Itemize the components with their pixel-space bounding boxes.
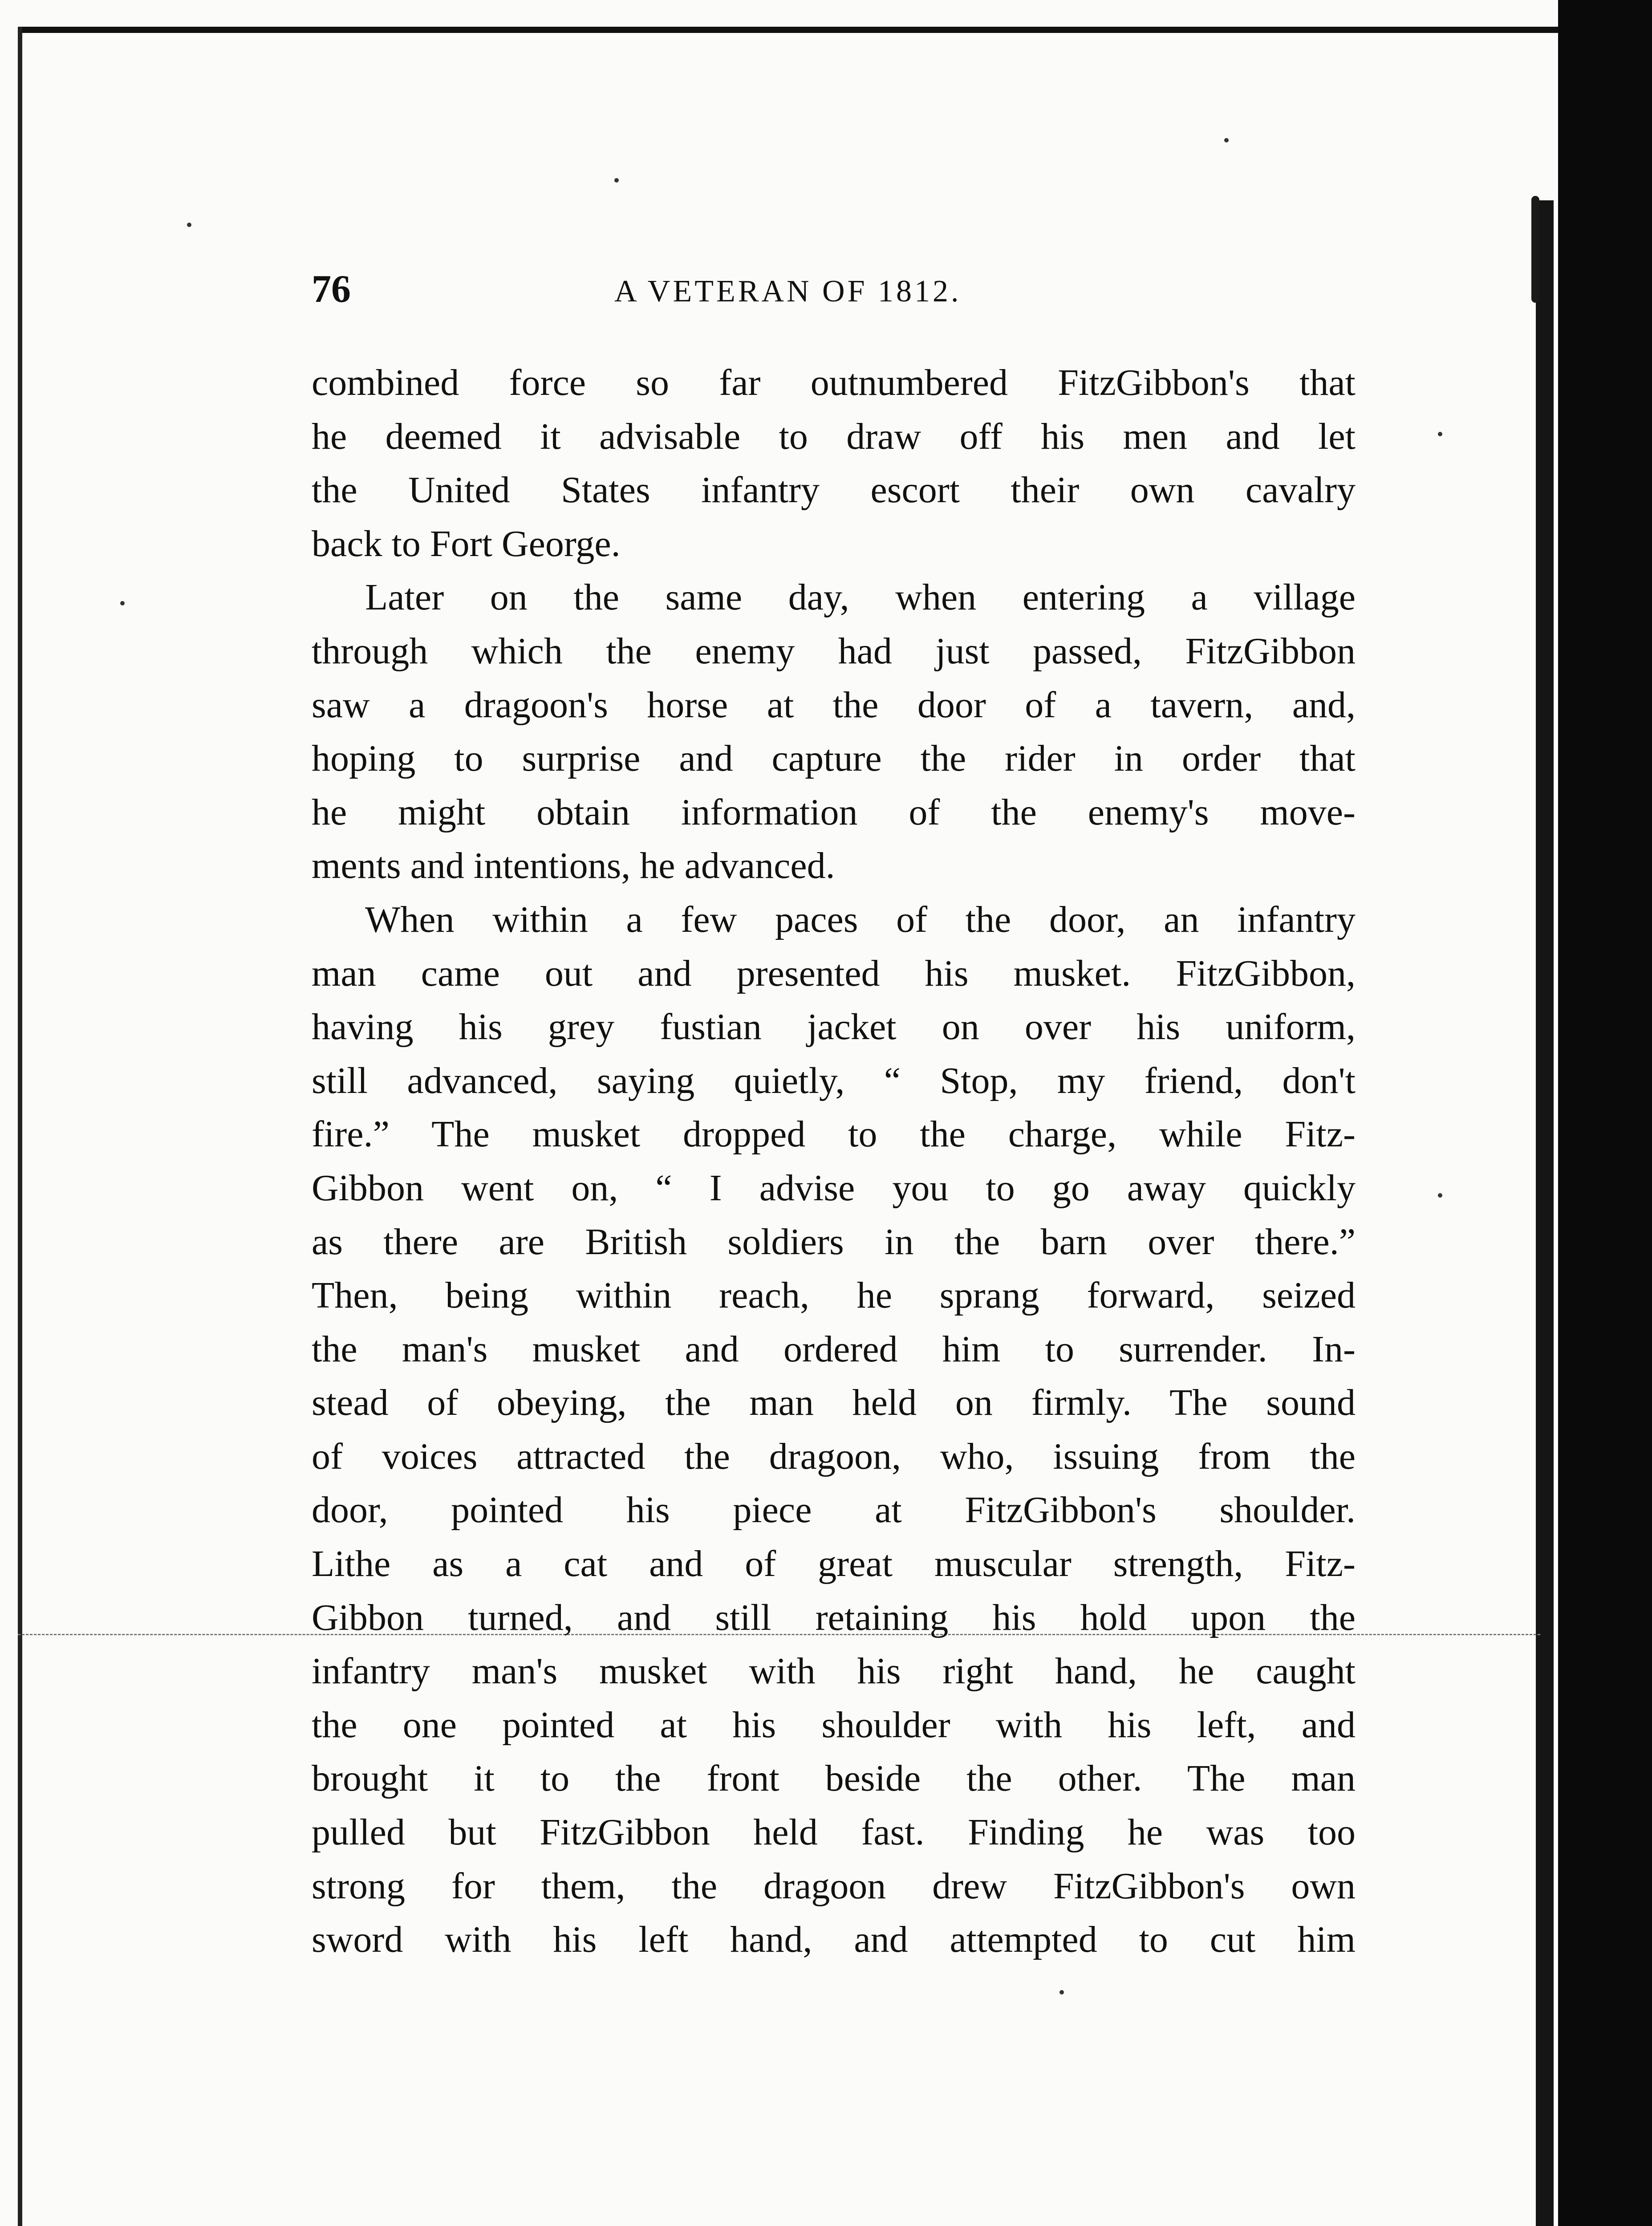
text-line: man came out and presented his musket. FitzGibbon, <box>312 952 1356 994</box>
text-line: brought it to the front beside the other. The man <box>312 1758 1356 1799</box>
text-line: the man's musket and ordered him to surrender. In- <box>312 1328 1356 1370</box>
paragraph <box>312 356 1356 571</box>
text-line: as there are British soldiers in the barn over there.” <box>312 1221 1356 1263</box>
text-line: combined force so far outnumbered FitzGibbon's that <box>312 362 1356 403</box>
scan-right-edge <box>1558 0 1652 2226</box>
running-head: A VETERAN OF 1812. <box>614 274 962 309</box>
text-line: through which the enemy had just passed, FitzGibbon <box>312 630 1356 672</box>
gutter-mark <box>1531 196 1539 303</box>
paragraph <box>312 893 1356 1967</box>
scan-speck <box>120 601 125 605</box>
scan-frame-left <box>18 27 22 2226</box>
text-line: stead of obeying, the man held on firmly. The sound <box>312 1382 1356 1424</box>
scan-speck <box>1224 138 1229 142</box>
text-line: Gibbon went on, “ I advise you to go away quickly <box>312 1167 1356 1209</box>
text-line: pulled but FitzGibbon held fast. Finding he was too <box>312 1812 1356 1853</box>
scan-speck <box>614 178 619 183</box>
text-line: When within a few paces of the door, an infantry <box>365 898 1356 940</box>
text-line: having his grey fustian jacket on over his uniform, <box>312 1006 1356 1048</box>
text-line: Later on the same day, when entering a village <box>365 577 1356 618</box>
body-text <box>312 356 1356 1967</box>
scan-speck <box>187 223 191 227</box>
text-line: door, pointed his piece at FitzGibbon's shoulder. <box>312 1489 1356 1531</box>
scan-speck <box>1059 1990 1064 1994</box>
scan-speck <box>1438 432 1442 436</box>
text-line: Lithe as a cat and of great muscular strength, Fitz- <box>312 1543 1356 1585</box>
text-line: of voices attracted the dragoon, who, issuing from the <box>312 1435 1356 1477</box>
page-gutter-shadow <box>1536 200 1554 2226</box>
page-header <box>312 267 1068 312</box>
page-number: 76 <box>312 268 351 311</box>
text-line: the one pointed at his shoulder with his left, and <box>312 1704 1356 1746</box>
text-line: hoping to surprise and capture the rider in order that <box>312 738 1356 780</box>
text-line: sword with his left hand, and attempted to cut him <box>312 1919 1356 1961</box>
text-line: strong for them, the dragoon drew FitzGibbon's own <box>312 1865 1356 1907</box>
text-line: he might obtain information of the enemy's move- <box>312 791 1356 833</box>
text-line: back to Fort George. <box>312 523 621 565</box>
text-line: Then, being within reach, he sprang forward, seized <box>312 1275 1356 1316</box>
scan-frame-top <box>18 27 1576 33</box>
text-line: he deemed it advisable to draw off his men and let <box>312 415 1356 457</box>
text-line: still advanced, saying quietly, “ Stop, my friend, don't <box>312 1060 1356 1101</box>
text-line: ments and intentions, he advanced. <box>312 845 835 887</box>
text-line: fire.” The musket dropped to the charge, while Fitz- <box>312 1113 1356 1155</box>
text-line: saw a dragoon's horse at the door of a tavern, and, <box>312 684 1356 726</box>
text-line: infantry man's musket with his right hand, he caught <box>312 1650 1356 1692</box>
text-line: the United States infantry escort their own cavalry <box>312 469 1356 511</box>
text-line: Gibbon turned, and still retaining his hold upon the <box>312 1596 1356 1638</box>
paragraph <box>312 571 1356 893</box>
scan-speck <box>1438 1193 1442 1198</box>
